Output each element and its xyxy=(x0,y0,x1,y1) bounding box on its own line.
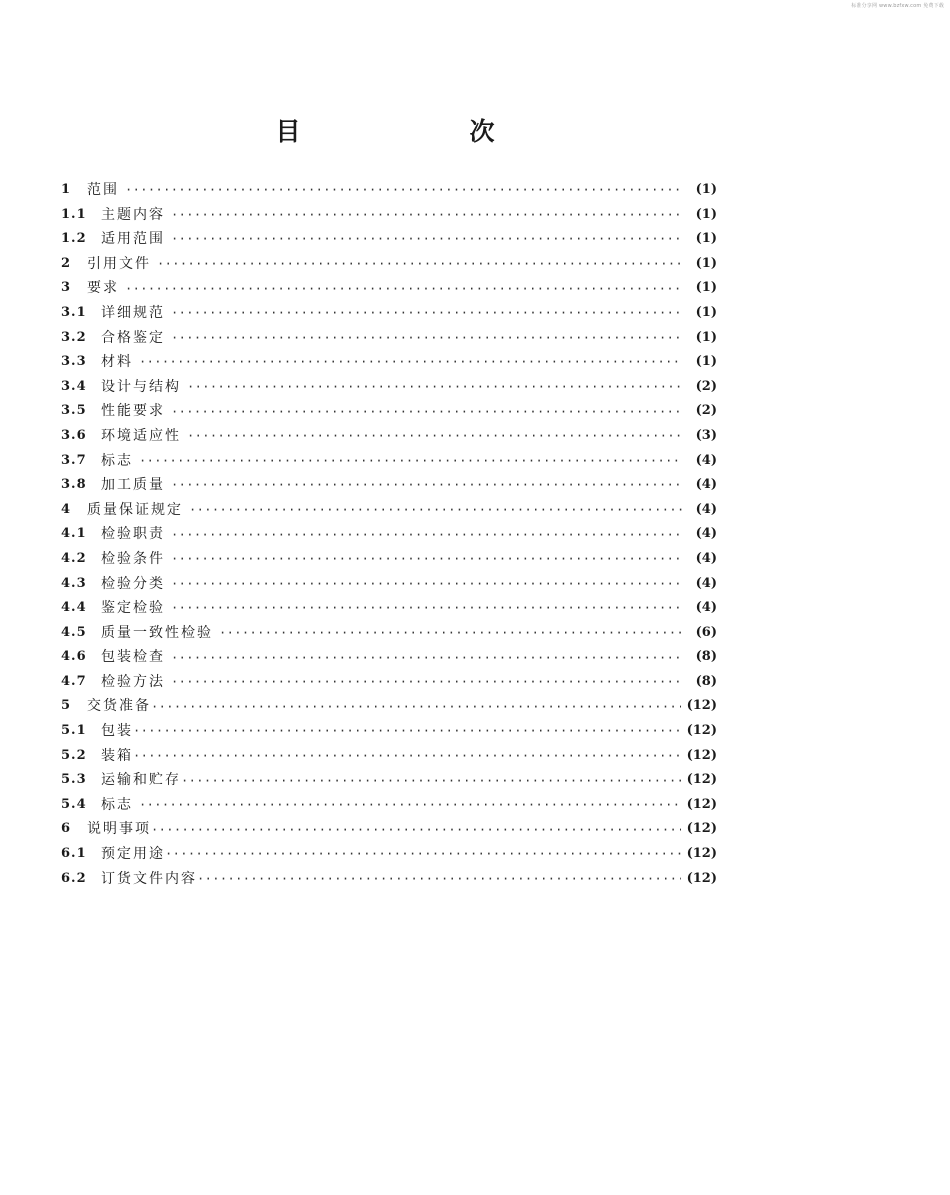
toc-entry-title: 鉴定检验 xyxy=(101,600,165,617)
toc-entry[interactable] xyxy=(61,301,717,326)
toc-entry-page: (1) xyxy=(695,354,717,370)
toc-entry-number: 2 xyxy=(61,255,72,271)
toc-entry[interactable] xyxy=(61,399,717,424)
toc-entry[interactable] xyxy=(61,793,717,818)
toc-entry[interactable] xyxy=(61,596,717,621)
toc-entry-title: 材料 xyxy=(101,354,133,371)
toc-entry-number: 3.6 xyxy=(61,427,87,443)
toc-entry-page: (1) xyxy=(695,280,717,296)
toc-entry-number: 1.2 xyxy=(61,231,87,247)
toc-entry[interactable] xyxy=(61,473,717,498)
toc-entry[interactable] xyxy=(61,350,717,375)
toc-entry-page: (2) xyxy=(695,378,717,394)
toc-entry-number: 3.1 xyxy=(61,304,87,320)
toc-dot-leader xyxy=(151,695,681,719)
toc-entry-page: (1) xyxy=(695,206,717,222)
toc-entry-title: 检验分类 xyxy=(101,575,165,592)
watermark-text: 标准分享网 www.bzfxw.com 免费下载 xyxy=(851,3,944,9)
toc-entry-title: 订货文件内容 xyxy=(101,870,197,887)
toc-entry-page: (12) xyxy=(686,870,717,886)
toc-entry-page: (4) xyxy=(695,501,717,517)
toc-entry-page: (12) xyxy=(686,796,717,812)
toc-entry-number: 5.3 xyxy=(61,772,87,788)
toc-entry-page: (1) xyxy=(695,329,717,345)
toc-entry-page: (4) xyxy=(695,550,717,566)
toc-entry-number: 1 xyxy=(61,182,72,197)
toc-dot-leader xyxy=(133,719,681,743)
toc-entry[interactable] xyxy=(61,178,717,203)
toc-entry-number: 4.3 xyxy=(61,575,87,591)
toc-entry-page: (1) xyxy=(695,182,717,197)
toc-entry[interactable] xyxy=(61,842,717,867)
toc-entry-number: 3 xyxy=(61,280,72,296)
toc-entry-number: 3.2 xyxy=(61,329,87,345)
toc-entry[interactable] xyxy=(61,817,717,842)
toc-entry-title: 说明事项 xyxy=(87,821,151,838)
toc-entry-title: 适用范围 xyxy=(101,231,165,248)
toc-entry[interactable] xyxy=(61,572,717,597)
toc-dot-leader xyxy=(125,178,683,202)
toc-entry-number: 4.2 xyxy=(61,550,87,566)
toc-dot-leader xyxy=(171,523,683,547)
table-of-contents xyxy=(61,178,717,891)
toc-entry-number: 5 xyxy=(61,698,72,714)
toc-dot-leader xyxy=(125,277,683,301)
toc-entry[interactable] xyxy=(61,867,717,892)
toc-entry-title: 设计与结构 xyxy=(101,378,181,395)
toc-dot-leader xyxy=(133,744,681,768)
toc-dot-leader xyxy=(171,646,683,670)
toc-entry-page: (4) xyxy=(695,575,717,591)
toc-entry-page: (8) xyxy=(695,649,717,665)
toc-entry-number: 5.1 xyxy=(61,723,87,739)
toc-entry-number: 6 xyxy=(61,821,72,837)
toc-entry-page: (12) xyxy=(686,723,717,739)
toc-entry-number: 4 xyxy=(61,501,72,517)
toc-dot-leader xyxy=(171,670,683,694)
toc-entry[interactable] xyxy=(61,621,717,646)
page-title: 目 次 xyxy=(275,117,567,146)
toc-entry-page: (12) xyxy=(686,698,717,714)
toc-entry-title: 详细规范 xyxy=(101,304,165,321)
toc-entry-number: 4.7 xyxy=(61,673,87,689)
toc-entry-title: 装箱 xyxy=(101,747,133,764)
toc-entry[interactable] xyxy=(61,449,717,474)
toc-entry-number: 1.1 xyxy=(61,206,87,222)
toc-entry[interactable] xyxy=(61,744,717,769)
toc-entry-title: 运输和贮存 xyxy=(101,772,181,789)
toc-entry[interactable] xyxy=(61,547,717,572)
toc-entry[interactable] xyxy=(61,768,717,793)
toc-dot-leader xyxy=(151,818,681,842)
toc-entry-page: (12) xyxy=(686,772,717,788)
toc-entry-number: 3.3 xyxy=(61,354,87,370)
toc-entry[interactable] xyxy=(61,498,717,523)
toc-dot-leader xyxy=(165,842,681,866)
toc-entry-title: 包装检查 xyxy=(101,649,165,666)
toc-entry-number: 3.5 xyxy=(61,403,87,419)
toc-entry-title: 主题内容 xyxy=(101,206,165,223)
toc-entry-page: (4) xyxy=(695,526,717,542)
toc-entry-number: 4.4 xyxy=(61,600,87,616)
toc-entry[interactable] xyxy=(61,203,717,228)
toc-entry[interactable] xyxy=(61,375,717,400)
toc-entry-title: 交货准备 xyxy=(87,698,151,715)
toc-entry-title: 范围 xyxy=(87,182,119,198)
toc-entry-page: (12) xyxy=(686,747,717,763)
toc-entry[interactable] xyxy=(61,694,717,719)
toc-entry-title: 引用文件 xyxy=(87,255,151,272)
toc-dot-leader xyxy=(219,621,683,645)
toc-entry-number: 4.5 xyxy=(61,624,87,640)
toc-dot-leader xyxy=(157,252,683,276)
toc-dot-leader xyxy=(189,498,683,522)
toc-entry[interactable] xyxy=(61,227,717,252)
toc-entry[interactable] xyxy=(61,252,717,277)
toc-entry-number: 3.7 xyxy=(61,452,87,468)
toc-entry-title: 预定用途 xyxy=(101,846,165,863)
toc-entry-title: 性能要求 xyxy=(101,403,165,420)
toc-entry-number: 5.2 xyxy=(61,747,87,763)
toc-entry-page: (3) xyxy=(695,427,717,443)
toc-dot-leader xyxy=(197,867,681,891)
toc-entry-title: 包装 xyxy=(101,723,133,740)
toc-dot-leader xyxy=(171,473,683,497)
toc-entry-number: 4.6 xyxy=(61,649,87,665)
toc-dot-leader xyxy=(139,350,683,374)
toc-entry-title: 质量保证规定 xyxy=(87,501,183,518)
toc-dot-leader xyxy=(139,449,683,473)
toc-entry[interactable] xyxy=(61,522,717,547)
toc-dot-leader xyxy=(171,301,683,325)
toc-dot-leader xyxy=(139,793,681,817)
toc-entry-number: 3.8 xyxy=(61,477,87,493)
toc-dot-leader xyxy=(181,769,681,793)
toc-entry[interactable] xyxy=(61,326,717,351)
toc-entry-number: 4.1 xyxy=(61,526,87,542)
toc-dot-leader xyxy=(171,547,683,571)
toc-entry-page: (1) xyxy=(695,231,717,247)
toc-dot-leader xyxy=(171,203,683,227)
toc-entry-number: 6.2 xyxy=(61,870,87,886)
toc-entry-number: 6.1 xyxy=(61,846,87,862)
toc-entry-title: 质量一致性检验 xyxy=(101,624,213,641)
toc-entry-page: (4) xyxy=(695,600,717,616)
toc-dot-leader xyxy=(171,326,683,350)
toc-entry-page: (6) xyxy=(695,624,717,640)
toc-entry-title: 要求 xyxy=(87,280,119,297)
toc-entry-title: 检验方法 xyxy=(101,673,165,690)
toc-entry-page: (1) xyxy=(695,255,717,271)
toc-entry-number: 3.4 xyxy=(61,378,87,394)
toc-dot-leader xyxy=(187,375,683,399)
toc-dot-leader xyxy=(171,596,683,620)
toc-entry-page: (8) xyxy=(695,673,717,689)
toc-dot-leader xyxy=(171,400,683,424)
toc-dot-leader xyxy=(171,227,683,251)
toc-dot-leader xyxy=(171,572,683,596)
toc-entry-title: 标志 xyxy=(101,796,133,813)
toc-entry-title: 检验条件 xyxy=(101,550,165,567)
toc-entry[interactable] xyxy=(61,719,717,744)
toc-entry-title: 加工质量 xyxy=(101,477,165,494)
toc-entry[interactable] xyxy=(61,276,717,301)
toc-entry[interactable] xyxy=(61,424,717,449)
toc-entry-page: (1) xyxy=(695,304,717,320)
toc-dot-leader xyxy=(187,424,683,448)
toc-entry-page: (12) xyxy=(686,821,717,837)
toc-entry[interactable] xyxy=(61,645,717,670)
toc-entry-title: 环境适应性 xyxy=(101,427,181,444)
toc-entry-page: (4) xyxy=(695,452,717,468)
toc-entry-page: (2) xyxy=(695,403,717,419)
toc-entry-page: (4) xyxy=(695,477,717,493)
toc-entry-title: 合格鉴定 xyxy=(101,329,165,346)
toc-entry-title: 检验职责 xyxy=(101,526,165,543)
toc-entry-title: 标志 xyxy=(101,452,133,469)
toc-entry[interactable] xyxy=(61,670,717,695)
toc-entry-page: (12) xyxy=(686,846,717,862)
toc-entry-number: 5.4 xyxy=(61,796,87,812)
